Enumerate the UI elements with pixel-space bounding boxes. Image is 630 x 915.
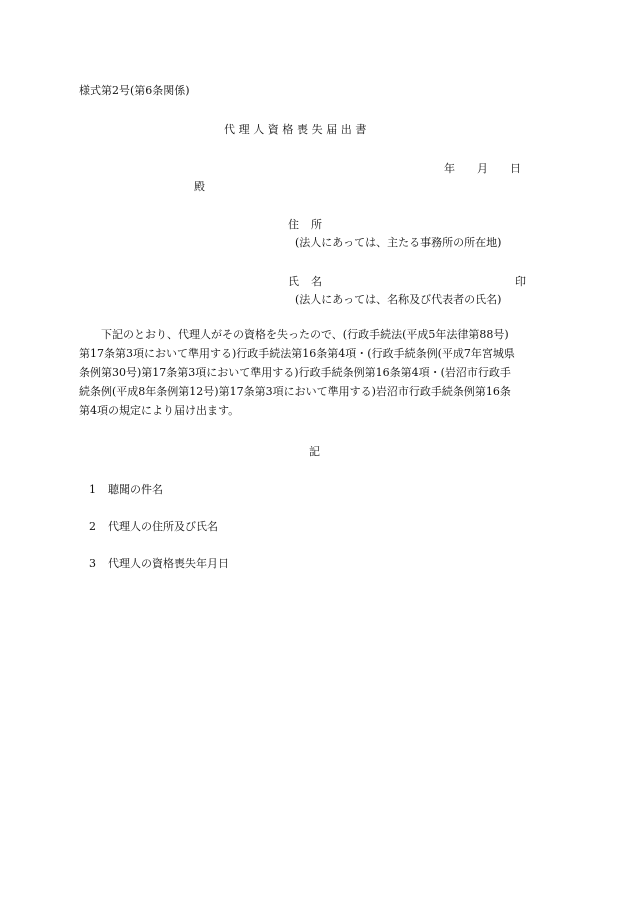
body-line: 第4項の規定により届け出ます。 — [79, 404, 240, 417]
list-item — [89, 557, 229, 571]
addressee-suffix: 殿 — [194, 180, 205, 193]
address-label-char-1: 住 — [288, 218, 299, 231]
body-line: 続条例(平成8年条例第12号)第17条第3項において準用する)岩沼市行政手続条例第16条 — [79, 385, 511, 398]
item-text: 聴聞の件名 — [108, 483, 163, 496]
seal-mark: 印 — [515, 275, 526, 288]
name-label-char-1: 氏 — [288, 275, 299, 288]
body-line: 第17条第3項において準用する)行政手続法第16条第4項・(行政手続条例(平成7年宮城県 — [79, 347, 515, 360]
item-number: 2 — [89, 520, 96, 533]
item-number: 3 — [89, 557, 96, 570]
date-month-label: 月 — [477, 162, 488, 175]
address-label — [288, 218, 322, 232]
name-label — [288, 275, 322, 289]
address-label-char-2: 所 — [311, 218, 322, 231]
date-day-label: 日 — [510, 162, 521, 175]
name-note: (法人にあっては、名称及び代表者の氏名) — [295, 293, 502, 306]
list-item — [89, 520, 218, 534]
document-title: 代理人資格喪失届出書 — [224, 123, 370, 136]
date-line — [444, 162, 521, 176]
list-item — [89, 483, 163, 497]
item-number: 1 — [89, 483, 96, 496]
item-text: 代理人の資格喪失年月日 — [108, 557, 229, 570]
address-note: (法人にあっては、主たる事務所の所在地) — [295, 236, 502, 249]
body-line: 下記のとおり、代理人がその資格を失ったので、(行政手続法(平成5年法律第88号) — [101, 328, 509, 341]
item-text: 代理人の住所及び氏名 — [108, 520, 218, 533]
body-line: 条例第30号)第17条第3項において準用する)行政手続条例第16条第4項・(岩沼市行政手 — [79, 366, 511, 379]
body-paragraph — [79, 328, 555, 423]
name-label-char-2: 名 — [311, 275, 322, 288]
date-year-label: 年 — [444, 162, 455, 175]
form-number: 様式第2号(第6条関係) — [79, 84, 190, 97]
ki-heading: 記 — [309, 445, 320, 458]
